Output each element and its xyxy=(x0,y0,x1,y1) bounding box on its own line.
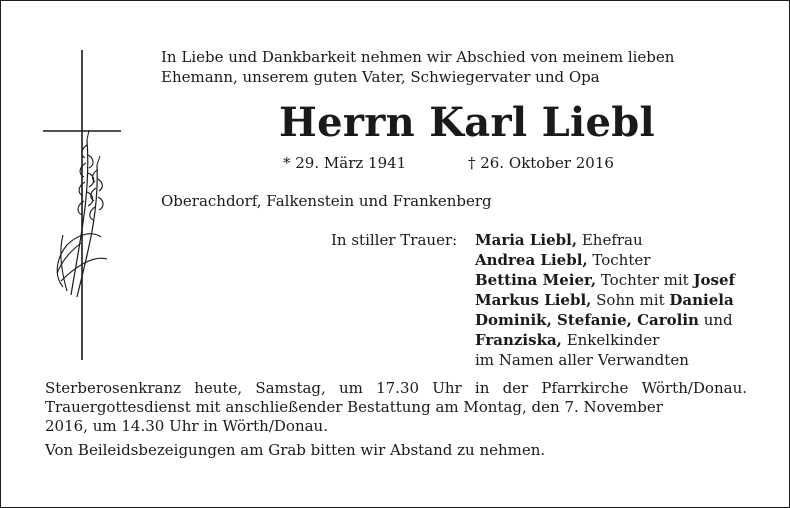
birth-date: * 29. März 1941 xyxy=(283,154,407,172)
mourner-line: Andrea Liebl, Tochter xyxy=(475,251,651,269)
service-details-last-line: 2016, um 14.30 Uhr in Wörth/Donau. xyxy=(45,417,328,435)
mourner-line: Maria Liebl, Ehefrau xyxy=(475,231,643,249)
mourner-line: Dominik, Stefanie, Carolin und xyxy=(475,311,733,329)
cross-with-wheat-icon xyxy=(41,45,131,365)
mourner-line: Franziska, Enkelkinder xyxy=(475,331,660,349)
death-date: † 26. Oktober 2016 xyxy=(468,154,614,172)
places-line: Oberachdorf, Falkenstein und Frankenberg xyxy=(161,192,492,210)
mourners-label: In stiller Trauer: xyxy=(331,231,458,249)
mourner-line: im Namen aller Verwandten xyxy=(475,351,689,369)
intro-line-1: In Liebe und Dankbarkeit nehmen wir Abschied von meinem lieben xyxy=(161,48,675,66)
mourner-line: Bettina Meier, Tochter mit Josef xyxy=(475,271,735,289)
mourner-line: Markus Liebl, Sohn mit Daniela xyxy=(475,291,734,309)
deceased-name: Herrn Karl Liebl xyxy=(279,99,656,146)
intro-line-2: Ehemann, unserem guten Vater, Schwiegervater und Opa xyxy=(161,68,600,86)
service-details: Sterberosenkranz heute, Samstag, um 17.30 Uhr in der Pfarrkirche Wörth/Donau. Trauergottesdienst mit anschließender Bestattung am Montag, den 7. November xyxy=(45,379,747,416)
condolence-request: Von Beileidsbezeigungen am Grab bitten wir Abstand zu nehmen. xyxy=(45,441,546,459)
